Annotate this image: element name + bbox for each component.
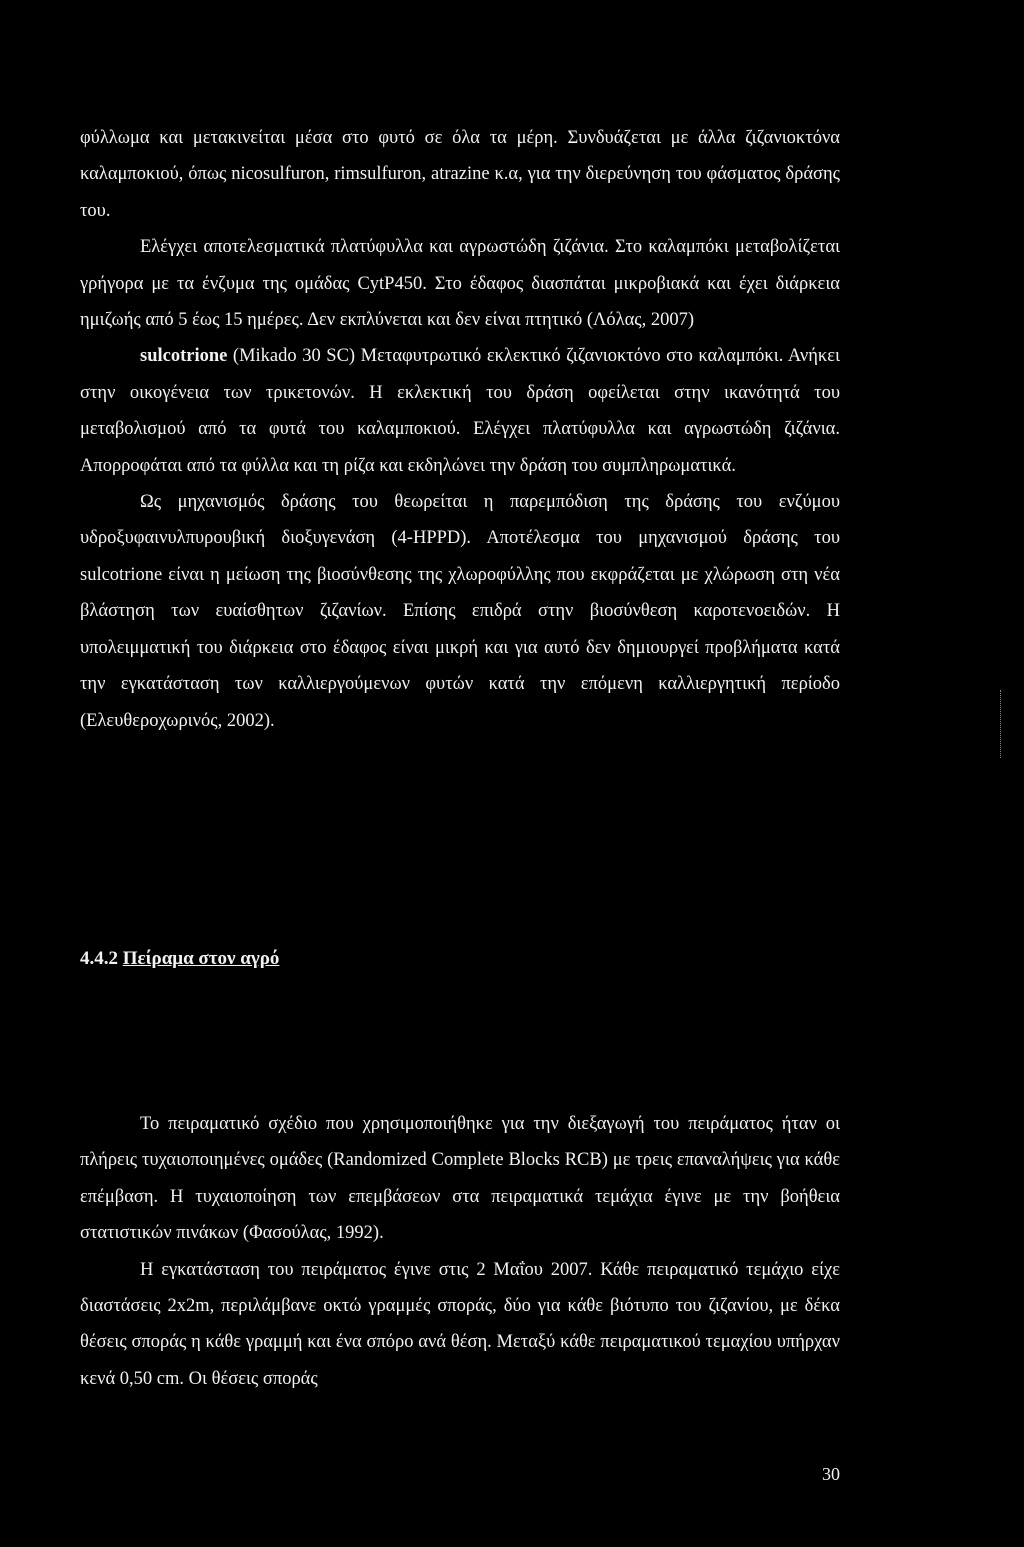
- page-number: 30: [822, 1464, 840, 1484]
- body-text-upper: [80, 120, 840, 739]
- paragraph-mechanism: Ως μηχανισμός δράσης του θεωρείται η παρεμπόδιση της δράσης του ενζύμου υδροξυφαινυλπυρουβική διοξυγενάση (4-HPPD). Αποτέλεσμα του μηχανισμού δράσης του sulcotrione είναι η μείωση της βιοσύνθεσης της χλωροφύλλης που εκφράζεται με χλώρωση στη νέα βλάστηση των ευαίσθητων ζιζανίων. Επίσης επιδρά στην βιοσύνθεση καροτενοειδών. Η υπολειμματική του διάρκεια στο έδαφος είναι μικρή και για αυτό δεν δημιουργεί προβλήματα κατά την εγκατάσταση των καλλιεργούμενων φυτών κατά την επόμενη καλλιεργητική περίοδο (Ελευθεροχωρινός, 2002).: [80, 492, 840, 731]
- section-heading: [80, 944, 279, 974]
- herbicide-name: sulcotrione: [140, 346, 228, 367]
- section-number: 4.4.2: [80, 948, 118, 969]
- sulcotrione-description: (Mikado 30 SC) Μεταφυτρωτικό εκλεκτικό ζιζανιοκτόνο στο καλαμπόκι. Ανήκει στην οικογένεια των τρικετονών. Η εκλεκτική του δράση οφείλεται στην ικανότητά του μεταβολισμού από τα φυτά του καλαμποκιού. Ελέγχει πλατύφυλλα και αγρωστώδη ζιζάνια. Απορροφάται από τα φύλλα και τη ρίζα και εκδηλώνει την δράση του συμπληρωματικά.: [80, 346, 840, 476]
- paragraph-weed-control: Ελέγχει αποτελεσματικά πλατύφυλλα και αγρωστώδη ζιζάνια. Στο καλαμπόκι μεταβολίζεται γρήγορα με τα ένζυμα της ομάδας CytP450. Στο έδαφος διασπάται μικροβιακά και έχει διάρκεια ημιζωής από 5 έως 15 ημέρες. Δεν εκπλύνεται και δεν είναι πτητικό (Λόλας, 2007): [80, 237, 840, 331]
- paragraph-sulcotrione: [80, 338, 840, 484]
- body-text-lower: [80, 1106, 840, 1397]
- paragraph-continuation: φύλλωμα και μετακινείται μέσα στο φυτό σε όλα τα μέρη. Συνδυάζεται με άλλα ζιζανιοκτόνα καλαμποκιού, όπως nicosulfuron, rimsulfuron, atrazine κ.α, για την διερεύνηση του φάσματος δράσης του.: [80, 128, 840, 221]
- paragraph-experimental-design: Το πειραματικό σχέδιο που χρησιμοποιήθηκε για την διεξαγωγή του πειράματος ήταν οι πλήρεις τυχαιοποιημένες ομάδες (Randomized Complete Blocks RCB) με τρεις επαναλήψεις για κάθε επέμβαση. Η τυχαιοποίηση των επεμβάσεων στα πειραματικά τεμάχια έγινε με την βοήθεια στατιστικών πινάκων (Φασούλας, 1992).: [80, 1114, 840, 1244]
- section-title: Πείραμα στον αγρό: [122, 948, 280, 969]
- paragraph-setup: Η εγκατάσταση του πειράματος έγινε στις 2 Μαΐου 2007. Κάθε πειραματικό τεμάχιο είχε διαστάσεις 2x2m, περιλάμβανε οκτώ γραμμές σποράς, δύο για κάθε βιότυπο του ζιζανίου, με δέκα θέσεις σποράς η κάθε γραμμή και ένα σπόρο ανά θέση. Μεταξύ κάθε πειραματικού τεμαχίου υπήρχαν κενά 0,50 cm. Οι θέσεις σποράς: [80, 1259, 840, 1389]
- margin-scan-mark: [1000, 690, 1001, 758]
